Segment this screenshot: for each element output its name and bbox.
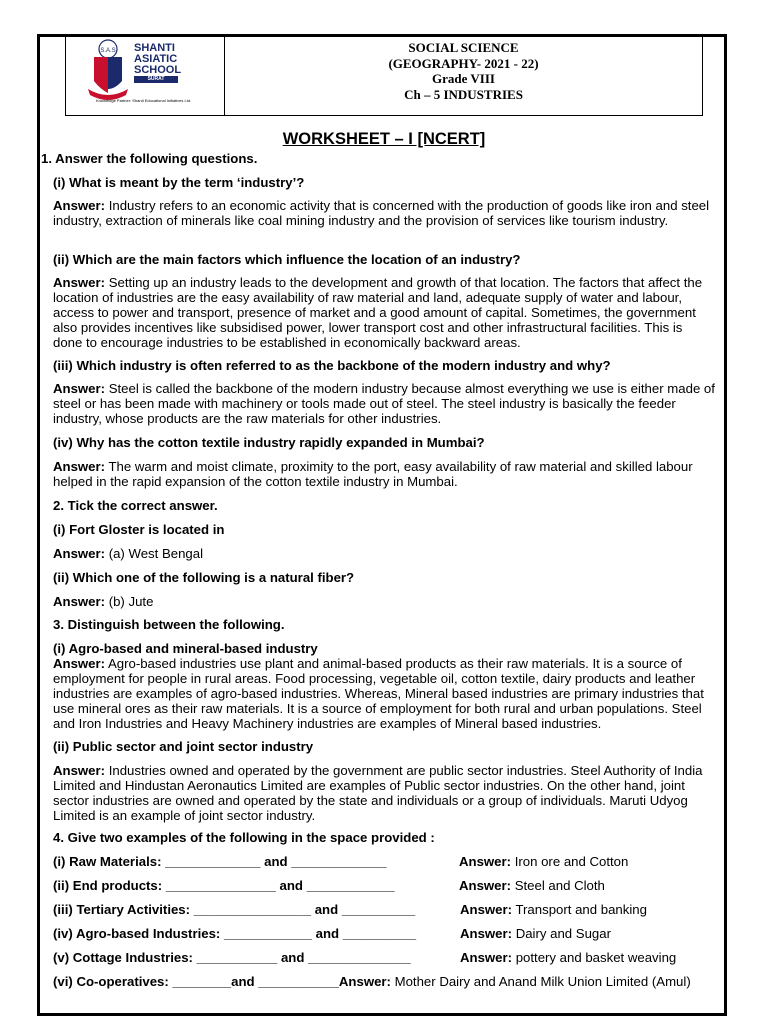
answer-2-1: Answer: (a) West Bengal <box>53 546 204 561</box>
grade: Grade VIII <box>432 71 495 86</box>
answer-3-1: Answer: Agro-based industries use plant and animal-based products as their raw materials. It is a source of employment for people in rural areas. Food processing, vegetable oil, cotton textile, dairy products and leather industries are examples of agro-based industries. Whereas, Mineral based industries are primary industries that use mineral ores as their raw materials. It is a source of employment for both rural and urban populations. Steel and Iron Industries and Heavy Machinery industries are examples of Mineral based industries. <box>53 656 704 731</box>
worksheet-title: WORKSHEET – I [NCERT] <box>282 130 486 148</box>
question-3-1: (i) Agro-based and mineral-based industry <box>53 641 318 656</box>
question-1-4: (iv) Why has the cotton textile industry rapidly expanded in Mumbai? <box>53 435 485 450</box>
example-row-answer: Answer: pottery and basket weaving <box>460 950 677 965</box>
example-row-answer: Answer: Dairy and Sugar <box>460 926 611 941</box>
logo-city: SURAT <box>134 76 178 83</box>
example-row-label: (i) Raw Materials: _____________ and _____________ <box>53 854 387 869</box>
section-3-heading: 3. Distinguish between the following. <box>53 617 285 632</box>
answer-2-2: Answer: (b) Jute <box>53 594 154 609</box>
section-4-heading: 4. Give two examples of the following in the space provided : <box>53 830 435 845</box>
logo-name-3: SCHOOL <box>134 64 182 76</box>
subject: SOCIAL SCIENCE <box>408 40 519 55</box>
question-2-2: (ii) Which one of the following is a natural fiber? <box>53 570 355 585</box>
example-row-answer: Answer: Transport and banking <box>460 902 647 917</box>
logo-name-2: ASIATIC <box>134 53 178 65</box>
section-1-heading: 1. Answer the following questions. <box>41 151 258 166</box>
logo-name-1: SHANTI <box>134 42 175 54</box>
header-table <box>65 34 703 116</box>
example-row-answer: Answer: Iron ore and Cotton <box>459 854 629 869</box>
section-2-heading: 2. Tick the correct answer. <box>53 498 218 513</box>
question-1-3: (iii) Which industry is often referred to as the backbone of the modern industry and why? <box>53 358 611 373</box>
example-row-label: (iv) Agro-based Industries: ____________ and __________ <box>53 926 417 941</box>
logo-motto: Knowledge Partner: Shanti Educational Initiatives Ltd. <box>96 98 192 103</box>
example-row-last: (vi) Co-operatives: ________and ___________Answer: Mother Dairy and Anand Milk Union Limited (Amul) <box>53 974 691 989</box>
question-2-1: (i) Fort Gloster is located in <box>53 522 225 537</box>
example-row-answer: Answer: Steel and Cloth <box>459 878 605 893</box>
question-1-2: (ii) Which are the main factors which influence the location of an industry? <box>53 252 521 267</box>
answer-1-1: Answer: Industry refers to an economic activity that is concerned with the production of goods like iron and steel industry, extraction of minerals like coal mining industry and the provision of services like tourism industry. <box>53 198 710 228</box>
answer-1-3: Answer: Steel is called the backbone of the modern industry because almost everything we use is either made of steel or has been made with machinery or tools made out of steel. The steel industry is basically the feeder industry, whose products are the raw materials for other industries. <box>53 381 715 426</box>
answer-1-4: Answer: The warm and moist climate, proximity to the port, easy availability of raw material and skilled labour helped in the rapid expansion of the cotton textile industry in Mumbai. <box>53 459 693 489</box>
school-logo <box>66 35 225 115</box>
header-title <box>225 35 702 115</box>
example-row-label: (v) Cottage Industries: ___________ and ______________ <box>53 950 411 965</box>
question-3-2: (ii) Public sector and joint sector industry <box>53 739 314 754</box>
example-row-label: (iii) Tertiary Activities: ________________ and __________ <box>53 902 416 917</box>
question-1-1: (i) What is meant by the term ‘industry’? <box>53 175 305 190</box>
subtitle: (GEOGRAPHY- 2021 - 22) <box>388 55 539 71</box>
logo-seal: S.A.S <box>100 48 116 54</box>
answer-1-2: Answer: Setting up an industry leads to the development and growth of that location. The factors that affect the location of industries are the easy availability of raw material and land, adequate supply of water and labour, access to power and transport, presence of market and a good amount of capital. Sometimes, the government also provides incentives like subsidised power, lower transport cost and other infrastructural facilities. This is done to encourage industries to be established in economically backward areas. <box>53 275 703 350</box>
example-row-label: (ii) End products: _______________ and ____________ <box>53 878 395 893</box>
chapter: Ch – 5 INDUSTRIES <box>404 86 523 102</box>
answer-3-2: Answer: Industries owned and operated by the government are public sector industries. Steel Authority of India Limited and Hindustan Aeronautics Limited are examples of Public sector industries. On the other hand, joint sector industries are owned and operated by the state and individuals or a group of individuals. Maruti Udyog Limited is an example of joint sector industry. <box>53 763 703 823</box>
